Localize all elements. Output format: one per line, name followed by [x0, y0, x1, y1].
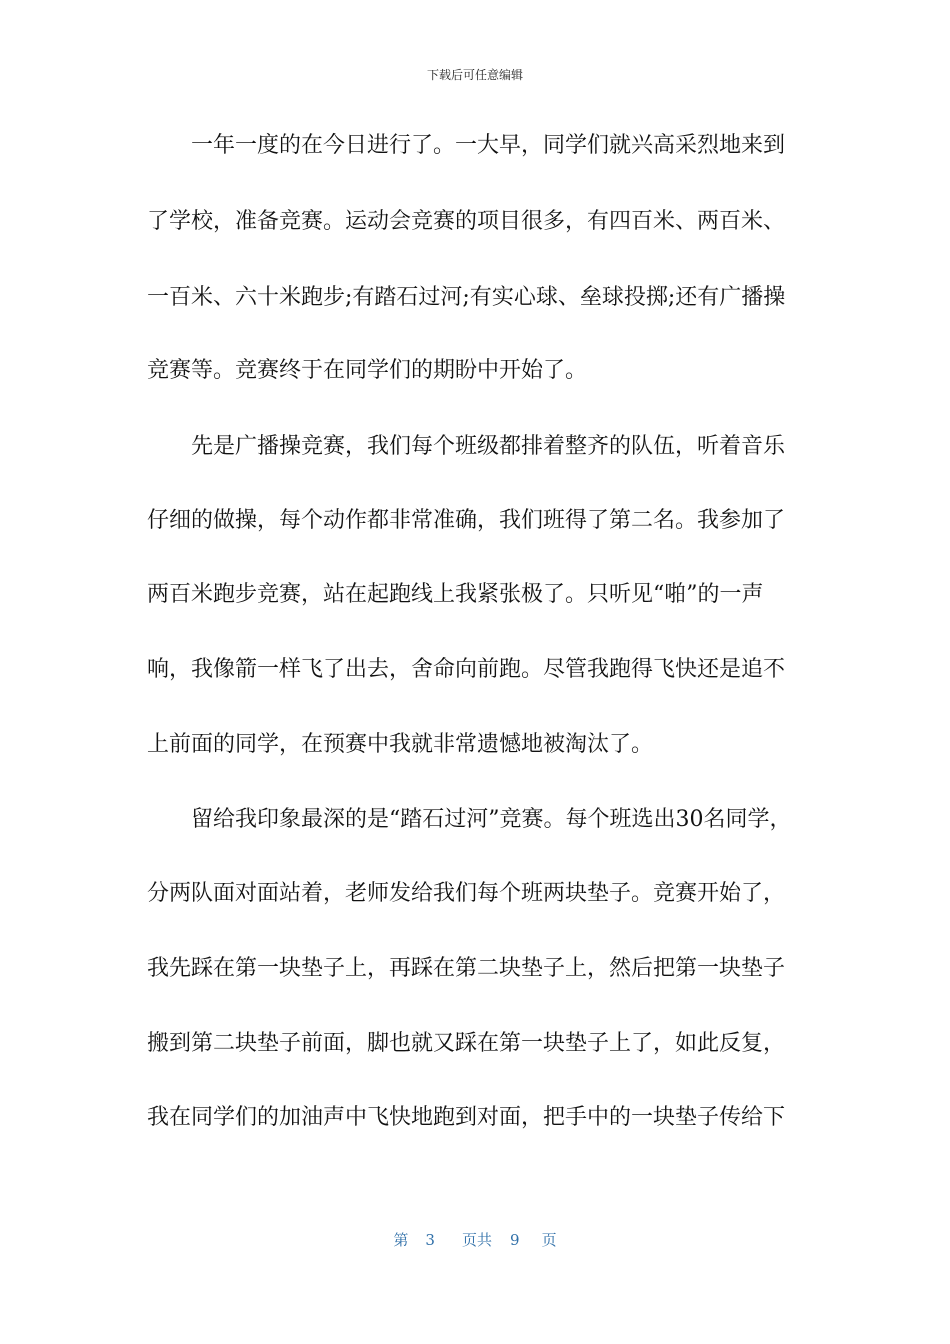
page-footer	[0, 1229, 950, 1250]
body-line: 一年一度的在今日进行了。一大早，同学们就兴高采烈地来到	[147, 133, 786, 158]
body-line: 分两队面对面站着，老师发给我们每个班两块垫子。竞赛开始了，	[147, 881, 786, 906]
page-label-prefix: 第	[393, 1231, 409, 1249]
body-line: 竞赛等。竞赛终于在同学们的期盼中开始了。	[147, 358, 588, 383]
body-line: 搬到第二块垫子前面，脚也就又踩在第一块垫子上了，如此反复，	[147, 1031, 786, 1056]
page-label-mid: 页共	[461, 1231, 492, 1249]
page-label-suffix: 页	[541, 1231, 557, 1249]
page-header-note: 下载后可任意编辑	[426, 68, 523, 82]
body-line: 留给我印象最深的是“踏石过河”竞赛。每个班选出30名同学，	[147, 807, 792, 832]
body-line: 了学校，准备竞赛。运动会竞赛的项目很多，有四百米、两百米、	[147, 209, 786, 234]
body-line: 我在同学们的加油声中飞快地跑到对面，把手中的一块垫子传给下	[147, 1105, 786, 1130]
body-line: 上前面的同学，在预赛中我就非常遗憾地被淘汰了。	[147, 732, 654, 757]
page-total-number: 9	[510, 1231, 520, 1249]
body-line: 我先踩在第一块垫子上，再踩在第二块垫子上，然后把第一块垫子	[147, 956, 786, 981]
body-line: 一百米、六十米跑步;有踏石过河;有实心球、垒球投掷;还有广播操	[147, 285, 786, 310]
page-current-number: 3	[425, 1231, 435, 1249]
body-line: 响，我像箭一样飞了出去，舍命向前跑。尽管我跑得飞快还是追不	[147, 657, 786, 682]
body-line: 先是广播操竞赛，我们每个班级都排着整齐的队伍，听着音乐	[147, 434, 786, 459]
body-line: 两百米跑步竞赛，站在起跑线上我紧张极了。只听见“啪”的一声	[147, 582, 764, 607]
body-line: 仔细的做操，每个动作都非常准确，我们班得了第二名。我参加了	[147, 508, 786, 533]
